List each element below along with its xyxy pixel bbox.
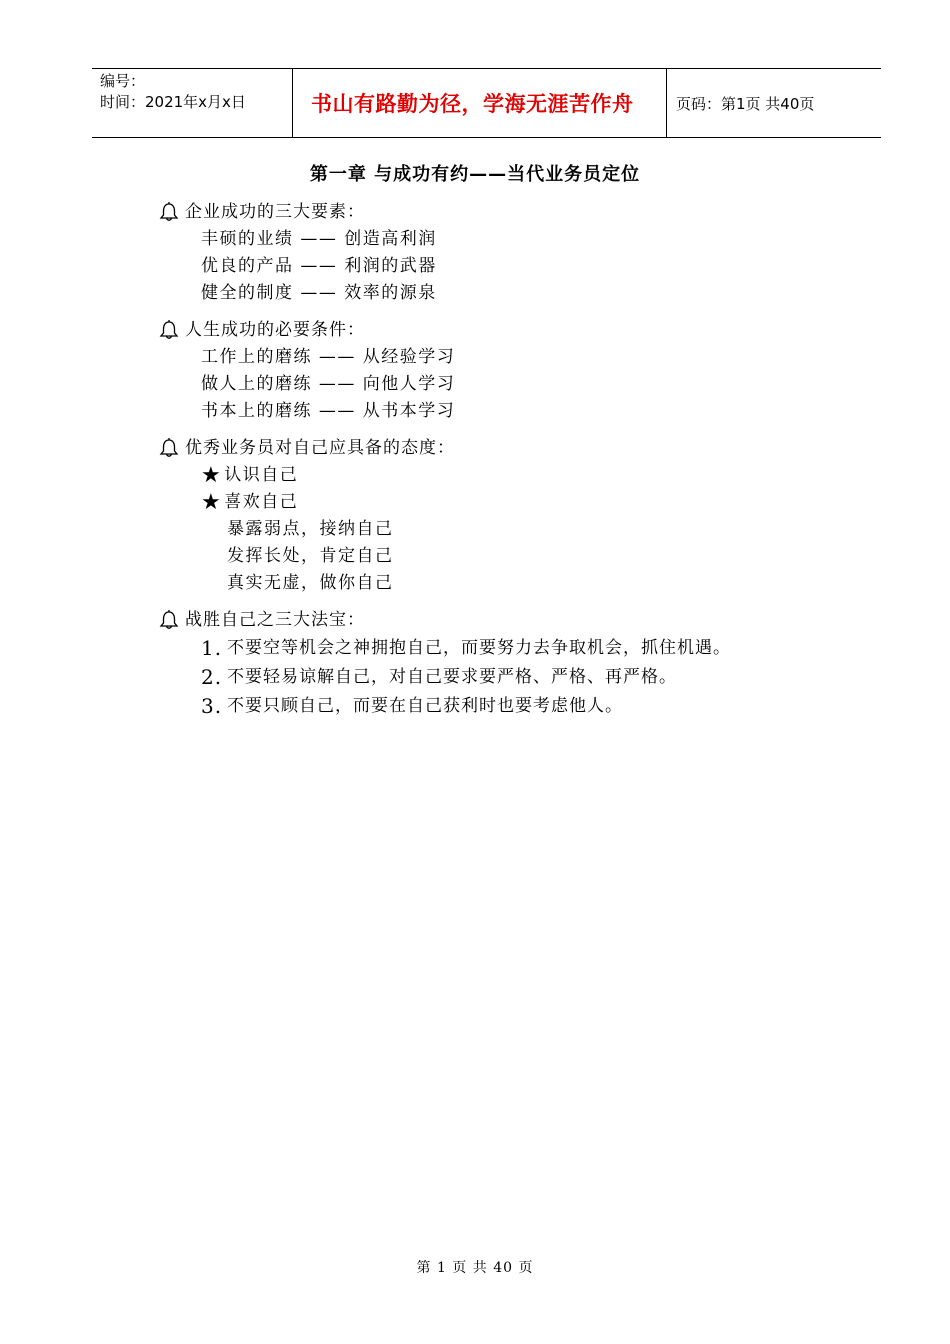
time-label: 时间：2021年x月x日: [100, 93, 246, 111]
section-heading: [159, 316, 839, 344]
section-heading-text: 优秀业务员对自己应具备的态度：: [185, 438, 455, 458]
star-list-item: [159, 462, 839, 489]
item-text: 不要轻易谅解自己，对自己要求要严格、严格、再严格。: [227, 667, 677, 687]
star-icon: ★: [201, 463, 223, 488]
star-list-item: [159, 489, 839, 516]
numbered-item: [159, 634, 839, 663]
section-heading: [159, 198, 839, 226]
section-heading-text: 战胜自己之三大法宝：: [185, 610, 365, 630]
list-item: 优良的产品 —— 利润的武器: [201, 256, 437, 276]
page-footer: 第 1 页 共 40 页: [416, 1260, 534, 1276]
bell-icon: [159, 319, 179, 341]
document-body: [159, 198, 839, 721]
numbered-item: [159, 692, 839, 721]
list-item: 真实无虚，做你自己: [227, 573, 394, 593]
section-heading-text: 人生成功的必要条件：: [185, 320, 365, 340]
star-icon: ★: [201, 490, 223, 515]
section-heading: [159, 434, 839, 462]
list-item: 健全的制度 —— 效率的源泉: [201, 283, 437, 303]
bell-icon: [159, 201, 179, 223]
page-info: 页码：第1页 共40页: [676, 94, 815, 113]
item-number: 3.: [201, 694, 223, 718]
section-heading-text: 企业成功的三大要素：: [185, 202, 365, 222]
item-text: 不要空等机会之神拥抱自己，而要努力去争取机会，抓住机遇。: [227, 638, 731, 658]
star-item-text: 喜欢自己: [224, 492, 299, 512]
header-page-cell: [667, 69, 881, 137]
list-item: 丰硕的业绩 —— 创造高利润: [201, 229, 437, 249]
list-item: 工作上的磨练 —— 从经验学习: [201, 347, 456, 367]
chapter-title: 第一章 与成功有约——当代业务员定位: [309, 164, 641, 185]
list-item: 书本上的磨练 —— 从书本学习: [201, 401, 456, 421]
list-item: 暴露弱点，接纳自己: [227, 519, 394, 539]
item-number: 2.: [201, 665, 223, 689]
numbered-item: [159, 663, 839, 692]
star-item-text: 认识自己: [224, 465, 299, 485]
page-header: [92, 68, 881, 138]
header-motto-cell: [293, 69, 667, 137]
section-heading: [159, 606, 839, 634]
header-left-cell: [92, 69, 293, 137]
item-text: 不要只顾自己，而要在自己获利时也要考虑他人。: [227, 696, 623, 716]
bell-icon: [159, 609, 179, 631]
item-number: 1.: [201, 636, 223, 660]
bell-icon: [159, 437, 179, 459]
motto: 书山有路勤为径，学海无涯苦作舟: [311, 91, 634, 116]
list-item: 发挥长处，肯定自己: [227, 546, 394, 566]
list-item: 做人上的磨练 —— 向他人学习: [201, 374, 456, 394]
serial-label: 编号：: [100, 72, 146, 90]
